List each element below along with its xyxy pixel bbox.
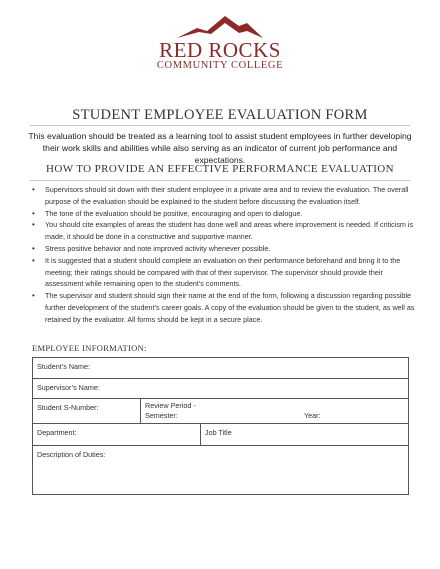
semester-label: Semester: [145,411,178,420]
guideline-item: • The supervisor and student should sign their name at the end of the form, following a discussion regarding possible further development of the student’s career goals. A copy of the evaluation should be given to the student, as well as retained by the evaluator. All forms should be kept in a secure place. [30,290,415,325]
student-number-review-row [33,399,408,424]
guideline-item: • Stress positive behavior and note improved activity whenever possible. [30,243,415,255]
college-logo [0,14,440,72]
howto-divider [30,180,410,181]
description-of-duties-field[interactable] [33,446,408,494]
department-job-row [33,424,408,446]
logo-college-name: RED ROCKS [159,38,281,62]
supervisors-name-label: Supervisor’s Name: [37,383,100,392]
review-period-label: Review Period - [145,401,196,410]
job-title-field[interactable] [201,424,408,445]
title-divider [30,125,410,126]
year-label: Year: [304,411,321,420]
job-title-label: Job Title [205,428,232,437]
students-name-label: Student’s Name: [37,362,91,371]
guideline-item: • You should cite examples of areas the student has done well and areas where improvement is needed. If criticism is made, it should be done in a constructive and supportive manner. [30,219,415,243]
department-field[interactable] [33,424,201,445]
guidelines-list [30,184,415,326]
logo-college-subtitle: COMMUNITY COLLEGE [156,60,284,71]
supervisors-name-field[interactable] [33,379,408,399]
description-of-duties-label: Description of Duties: [37,450,106,459]
guideline-item: • Supervisors should sit down with their student employee in a private area and to review the evaluation. The overall purpose of the evaluation should be explained to the student before discussing the evaluation itself. [30,184,415,208]
department-label: Department: [37,428,77,437]
guideline-item: • The tone of the evaluation should be positive, encouraging and open to dialogue. [30,208,415,220]
student-s-number-field[interactable] [33,399,141,423]
student-s-number-label: Student S-Number: [37,403,99,412]
employee-info-heading: EMPLOYEE INFORMATION: [32,343,147,353]
mountains-icon [177,14,263,38]
page-title: STUDENT EMPLOYEE EVALUATION FORM [72,107,368,123]
students-name-field[interactable] [33,358,408,379]
employee-info-form [32,357,409,495]
intro-paragraph: This evaluation should be treated as a learning tool to assist student employees in further developing their work skills and abilities while also serving as an indicator of current job performance and expectations. [28,131,412,165]
guideline-item: • It is suggested that a student should complete an evaluation on their performance beforehand and bring it to the meeting; their ratings should be compared with that of their supervisor. The supervisor should provide their assessment while remaining open to the student’s comments. [30,255,415,290]
howto-heading: HOW TO PROVIDE AN EFFECTIVE PERFORMANCE EVALUATION [46,163,394,175]
review-period-field[interactable] [141,399,408,423]
